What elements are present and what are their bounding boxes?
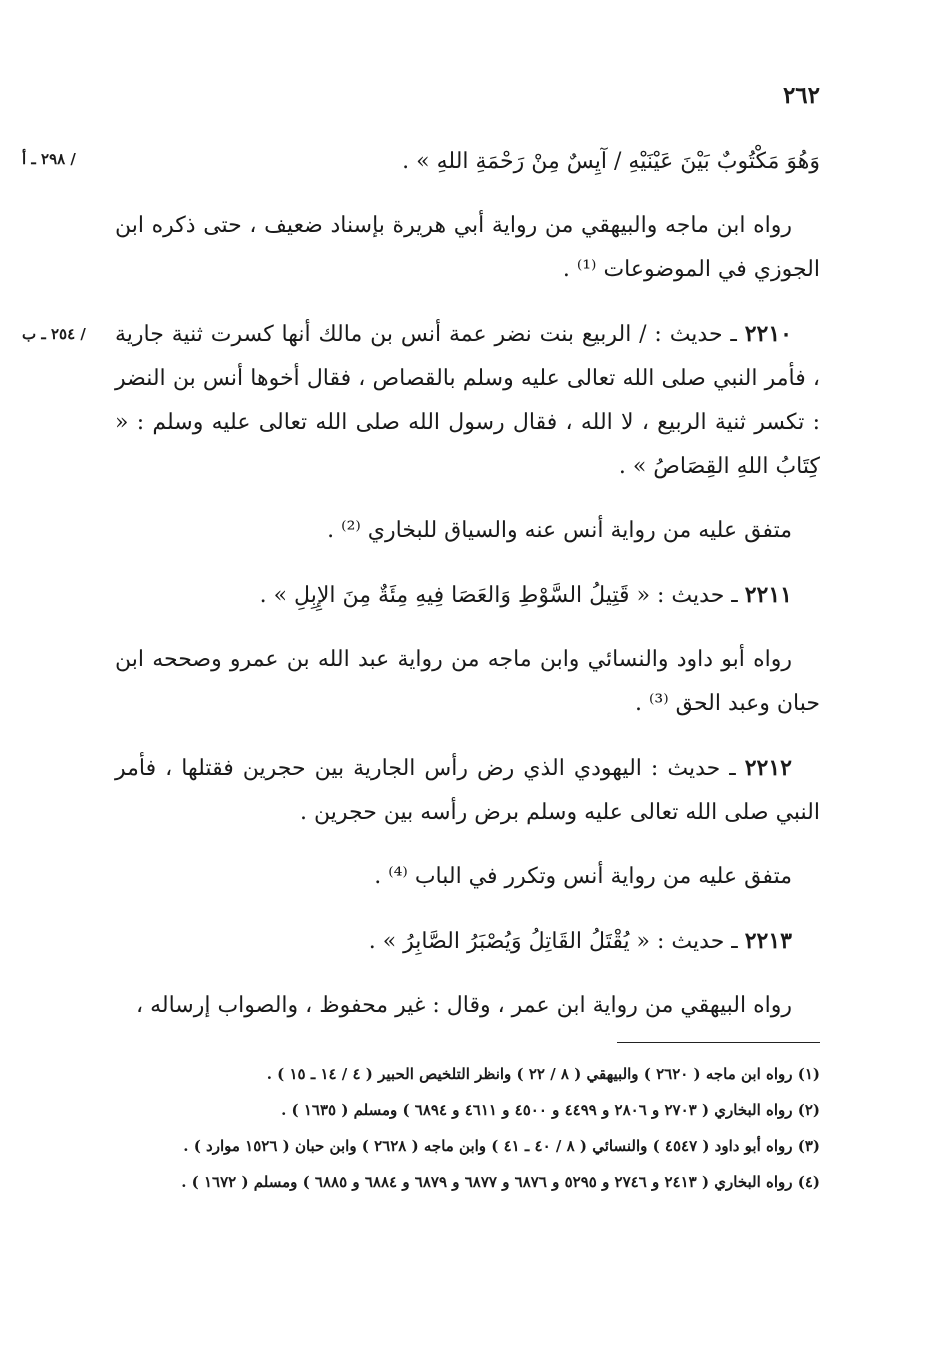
- paragraph-commentary: [115, 984, 820, 1028]
- page-number: ٢٦٢: [782, 82, 820, 109]
- paragraph-commentary: [115, 509, 820, 553]
- paragraph-hadith-continuation: [115, 140, 820, 184]
- paragraph-hadith-2212: [115, 746, 820, 835]
- hadith-number: ٢٢١٢: [744, 755, 792, 781]
- paragraph-hadith-2210: [115, 312, 820, 489]
- paragraph-text: رواه أبو داود والنسائي وابن ماجه من رواية عبد الله بن عمرو وصححه ابن حبان وعبد الحق ⁽³⁾ .: [115, 647, 820, 716]
- paragraph-hadith-2213: [115, 919, 820, 964]
- footnote-3: (٣) رواه أبو داود ( ٤٥٤٧ ) والنسائي ( ٨ / ٤٠ ـ ٤١ ) وابن ماجه ( ٢٦٢٨ ) وابن حبان ( ١٥٢٦ موارد ) .: [183, 1137, 820, 1155]
- footnote-divider: [617, 1042, 820, 1043]
- footnotes: [120, 1056, 820, 1200]
- paragraph-text: وَهُوَ مَكْتُوبٌ بَيْنَ عَيْنَيْهِ / آيِسٌ مِنْ رَحْمَةِ اللهِ » .: [402, 149, 820, 174]
- paragraph-commentary: [115, 638, 820, 726]
- paragraph-text: رواه البيهقي من رواية ابن عمر ، وقال : غير محفوظ ، والصواب إرساله ،: [136, 993, 792, 1018]
- hadith-number: ٢٢١٠: [744, 321, 792, 347]
- footnote-4: (٤) رواه البخاري ( ٢٤١٣ و ٢٧٤٦ و ٥٢٩٥ و ٦٨٧٦ و ٦٨٧٧ و ٦٨٧٩ و ٦٨٨٤ و ٦٨٨٥ ) ومسلم ( ١٦٧٢ ) .: [181, 1173, 820, 1191]
- paragraph-text: متفق عليه من رواية أنس وتكرر في الباب ⁽⁴⁾ .: [374, 864, 792, 889]
- paragraph-text: ـ حديث : « قَتِيلُ السَّوْطِ وَالعَصَا فِيهِ مِئَةٌ مِنَ الإِبِلِ » .: [259, 583, 745, 608]
- footnote-2: (٢) رواه البخاري ( ٢٧٠٣ و ٢٨٠٦ و ٤٤٩٩ و ٤٥٠٠ و ٤٦١١ و ٦٨٩٤ ) ومسلم ( ١٦٣٥ ) .: [281, 1101, 820, 1119]
- paragraph-text: رواه ابن ماجه والبيهقي من رواية أبي هريرة بإسناد ضعيف ، حتى ذكره ابن الجوزي في الموضوعات ⁽¹⁾ .: [115, 213, 820, 282]
- hadith-number: ٢٢١١: [744, 582, 792, 608]
- hadith-number: ٢٢١٣: [744, 928, 792, 954]
- paragraph-text: متفق عليه من رواية أنس عنه والسياق للبخاري ⁽²⁾ .: [327, 518, 792, 543]
- paragraph-commentary: [115, 855, 820, 899]
- paragraph-text: ـ حديث : / الربيع بنت نضر عمة أنس بن مالك أنها كسرت ثنية جارية ، فأمر النبي صلى الله تعالى عليه وسلم بالقصاص ، فقال أخوها أنس بن النضر : تكسر ثنية الربيع ، لا الله ، فقال رسول الله صلى الله تعالى عليه وسلم : « كِتَابُ اللهِ القِصَاصُ » .: [115, 322, 820, 479]
- footnote-1: (١) رواه ابن ماجه ( ٢٦٢٠ ) والبيهقي ( ٨ / ٢٢ ) وانظر التلخيص الحبير ( ٤ / ١٤ ـ ١٥ ) .: [266, 1065, 820, 1083]
- margin-note-folio-254b: / ٢٥٤ ـ ب: [22, 325, 86, 343]
- margin-note-folio-298a: / ٢٩٨ ـ أ: [22, 150, 76, 168]
- main-text: [115, 140, 820, 1048]
- paragraph-text: ـ حديث : « يُقْتَلُ القَاتِلُ وَيُصْبَرُ الصَّابِرُ » .: [368, 929, 745, 954]
- paragraph-text: ـ حديث : اليهودي الذي رض رأس الجارية بين حجرين فقتلها ، فأمر النبي صلى الله تعالى عليه وسلم برض رأسه بين حجرين .: [115, 756, 820, 825]
- paragraph-commentary: [115, 204, 820, 292]
- paragraph-hadith-2211: [115, 573, 820, 618]
